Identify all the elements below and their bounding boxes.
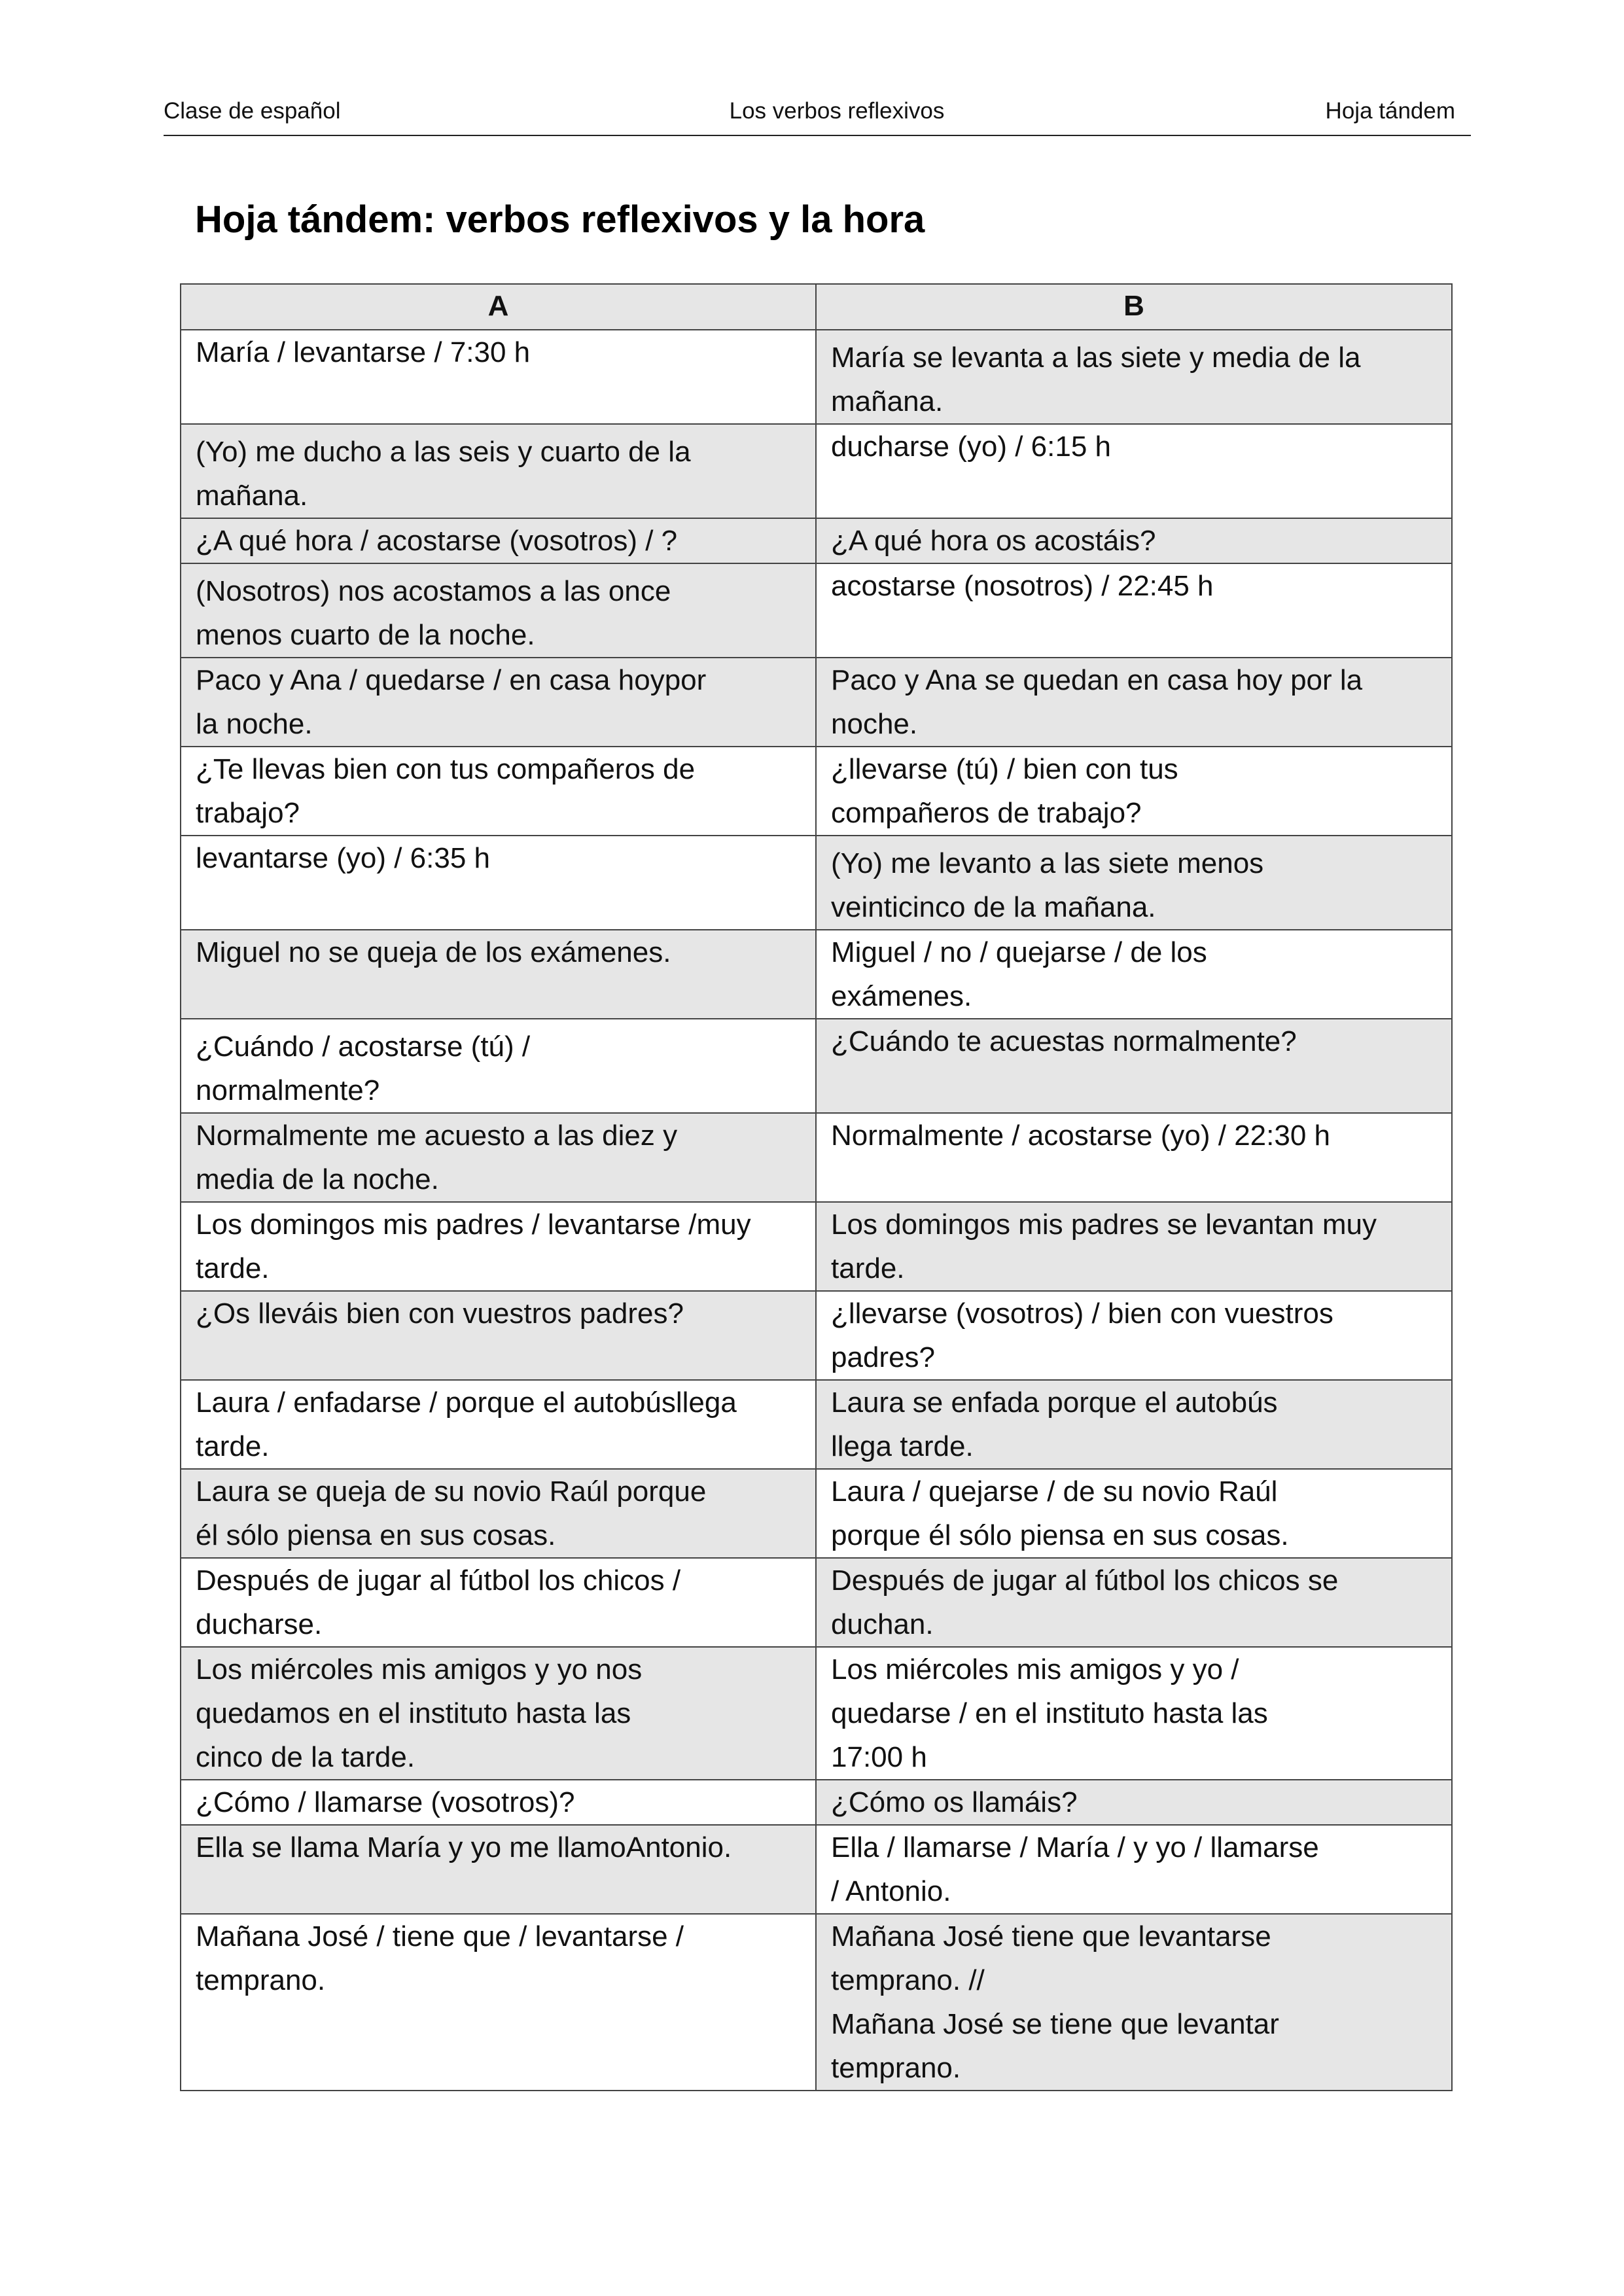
column-header-a: A [181,284,816,330]
cell-column-b [816,424,1452,518]
cell-text-line: ¿A qué hora / acostarse (vosotros) / ? [196,525,678,557]
page-header [164,98,1471,136]
cell-text-line: Ella se llama María y yo me llamoAntonio. [196,1831,732,1863]
cell-text-line: Miguel no se queja de los exámenes. [196,936,671,968]
cell-text-line: Ella / llamarse / María / y yo / llamarse [831,1831,1319,1863]
table-row [181,1825,1452,1914]
cell-text-line: tarde. [196,1252,270,1284]
cell-text-line: ¿llevarse (tú) / bien con tus [831,753,1178,785]
cell-column-b [816,1825,1452,1914]
cell-text-line: ¿Te llevas bien con tus compañeros de [196,753,696,785]
cell-text-line: él sólo piensa en sus cosas. [196,1519,556,1551]
cell-text-line: Los domingos mis padres / levantarse /muy [196,1209,751,1241]
cell-text-line: trabajo? [196,797,300,829]
cell-column-a [181,1825,816,1914]
cell-text-line: media de la noche. [196,1163,439,1195]
cell-text-line: Paco y Ana / quedarse / en casa hoypor [196,664,707,696]
table-row [181,930,1452,1019]
table-row [181,1914,1452,2091]
cell-column-b [816,1558,1452,1647]
column-header-b: B [816,284,1452,330]
cell-text-line: ¿Cómo / llamarse (vosotros)? [196,1786,575,1818]
cell-text-line: padres? [831,1341,936,1373]
table-row [181,1647,1452,1780]
cell-text-line: ¿llevarse (vosotros) / bien con vuestros [831,1298,1333,1330]
table-body [181,330,1452,2091]
cell-text-line: duchan. [831,1608,934,1640]
cell-column-b [816,1113,1452,1202]
table-row [181,1780,1452,1825]
cell-column-b [816,930,1452,1019]
cell-text-line: la noche. [196,708,313,740]
cell-column-a [181,424,816,518]
table-row [181,1380,1452,1469]
cell-text-line: ¿Cómo os llamáis? [831,1786,1078,1818]
cell-text-line: Los miércoles mis amigos y yo / [831,1653,1239,1686]
cell-text-line: (Yo) me levanto a las siete menos [831,847,1264,879]
table-row [181,1202,1452,1291]
header-sheet-type: Hoja tándem [1325,98,1455,124]
cell-column-b [816,330,1452,424]
cell-column-a [181,330,816,424]
cell-text-line: menos cuarto de la noche. [196,619,535,651]
page-title: Hoja tándem: verbos reflexivos y la hora [195,198,925,241]
cell-column-a [181,1558,816,1647]
cell-text-line: ¿A qué hora os acostáis? [831,525,1156,557]
header-course: Clase de español [164,98,341,124]
cell-column-b [816,836,1452,930]
cell-text-line: ¿Cuándo te acuestas normalmente? [831,1025,1297,1057]
cell-column-a [181,930,816,1019]
cell-text-line: Normalmente me acuesto a las diez y [196,1120,678,1152]
cell-text-line: noche. [831,708,918,740]
cell-column-b [816,1469,1452,1558]
cell-text-line: (Yo) me ducho a las seis y cuarto de la [196,436,691,468]
cell-text-line: Después de jugar al fútbol los chicos se [831,1564,1339,1597]
cell-column-a [181,1291,816,1380]
cell-text-line: mañana. [196,480,308,512]
cell-text-line: Mañana José tiene que levantarse [831,1920,1271,1952]
cell-column-b [816,518,1452,563]
cell-column-a [181,518,816,563]
table-row [181,330,1452,424]
table-row [181,658,1452,747]
cell-text-line: Laura se queja de su novio Raúl porque [196,1475,707,1508]
cell-column-b [816,1780,1452,1825]
cell-column-a [181,1914,816,2091]
cell-text-line: veinticinco de la mañana. [831,891,1156,923]
cell-column-b [816,1019,1452,1113]
cell-column-b [816,563,1452,658]
cell-text-line: ¿Cuándo / acostarse (tú) / [196,1031,531,1063]
cell-column-a [181,563,816,658]
cell-column-b [816,1291,1452,1380]
cell-text-line: María / levantarse / 7:30 h [196,336,531,368]
cell-text-line: temprano. // [831,1964,985,1996]
cell-text-line: temprano. [196,1964,326,1996]
cell-column-a [181,1202,816,1291]
table-row [181,424,1452,518]
cell-text-line: Miguel / no / quejarse / de los [831,936,1207,968]
cell-text-line: María se levanta a las siete y media de la [831,342,1361,374]
cell-text-line: acostarse (nosotros) / 22:45 h [831,570,1214,602]
cell-column-a [181,658,816,747]
cell-text-line: temprano. [831,2052,961,2084]
cell-text-line: 17:00 h [831,1741,927,1773]
cell-text-line: Los domingos mis padres se levantan muy [831,1209,1377,1241]
tandem-table [180,283,1453,2091]
cell-column-b [816,1380,1452,1469]
cell-text-line: Mañana José / tiene que / levantarse / [196,1920,684,1952]
cell-text-line: Mañana José se tiene que levantar [831,2008,1279,2040]
cell-column-a [181,1647,816,1780]
table-row [181,1019,1452,1113]
cell-text-line: porque él sólo piensa en sus cosas. [831,1519,1289,1551]
table-header-row [181,284,1452,330]
cell-text-line: (Nosotros) nos acostamos a las once [196,575,671,607]
cell-text-line: normalmente? [196,1074,380,1106]
cell-column-b [816,747,1452,836]
cell-text-line: Normalmente / acostarse (yo) / 22:30 h [831,1120,1330,1152]
cell-column-a [181,1019,816,1113]
cell-text-line: quedarse / en el instituto hasta las [831,1697,1268,1729]
cell-text-line: Los miércoles mis amigos y yo nos [196,1653,643,1686]
cell-text-line: llega tarde. [831,1430,974,1462]
cell-text-line: ducharse (yo) / 6:15 h [831,431,1112,463]
cell-column-a [181,1469,816,1558]
cell-text-line: cinco de la tarde. [196,1741,415,1773]
cell-text-line: compañeros de trabajo? [831,797,1142,829]
cell-column-a [181,1113,816,1202]
table-row [181,563,1452,658]
table-row [181,1469,1452,1558]
cell-text-line: exámenes. [831,980,972,1012]
cell-text-line: Laura se enfada porque el autobús [831,1386,1278,1419]
cell-text-line: Laura / enfadarse / porque el autobúsllega [196,1386,737,1419]
table-row [181,747,1452,836]
cell-column-a [181,747,816,836]
table-row [181,518,1452,563]
cell-text-line: ducharse. [196,1608,323,1640]
cell-text-line: quedamos en el instituto hasta las [196,1697,631,1729]
table-row [181,1113,1452,1202]
table-row [181,836,1452,930]
cell-text-line: tarde. [831,1252,905,1284]
cell-text-line: mañana. [831,385,944,417]
cell-column-b [816,1647,1452,1780]
cell-text-line: Después de jugar al fútbol los chicos / [196,1564,681,1597]
table-row [181,1291,1452,1380]
cell-column-a [181,1380,816,1469]
cell-column-b [816,658,1452,747]
header-topic: Los verbos reflexivos [729,98,945,124]
cell-column-b [816,1202,1452,1291]
cell-text-line: ¿Os lleváis bien con vuestros padres? [196,1298,684,1330]
cell-text-line: levantarse (yo) / 6:35 h [196,842,491,874]
cell-column-b [816,1914,1452,2091]
cell-text-line: Laura / quejarse / de su novio Raúl [831,1475,1278,1508]
cell-text-line: tarde. [196,1430,270,1462]
cell-text-line: Paco y Ana se quedan en casa hoy por la [831,664,1363,696]
cell-column-a [181,1780,816,1825]
cell-text-line: / Antonio. [831,1875,951,1907]
cell-column-a [181,836,816,930]
table-row [181,1558,1452,1647]
